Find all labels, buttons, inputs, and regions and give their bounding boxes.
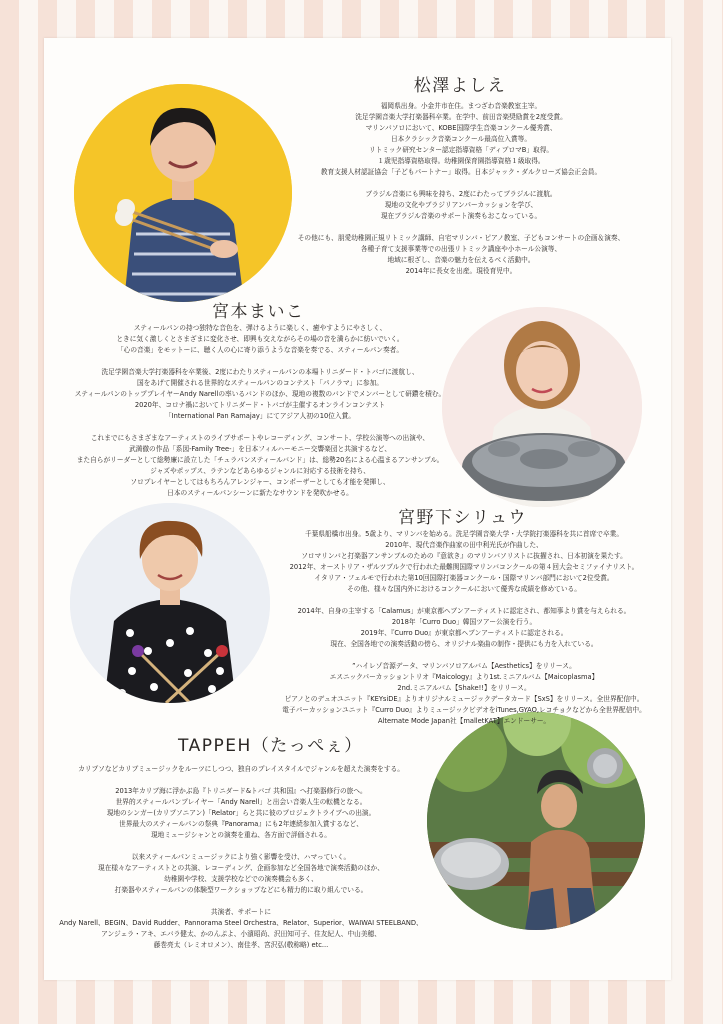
performer-1-bio (262, 101, 660, 277)
bio-line: 地域に根ざし、音楽の魅力を伝えるべく活動中。 (387, 256, 535, 264)
bio-line: 電子パーカッションユニット『Curro Duo』よりミュージックビデオをiTunes,GYAO,レコチョクなどから全世界配信中。 (282, 706, 646, 714)
bio-line: アンジェラ・アキ、エバラ健太、かのんぷよ、小濱昭尚、沢田知可子、住友紀人、中山美穂、 (101, 930, 381, 938)
bio-line: 2014年に長女を出産。現役育児中。 (405, 267, 517, 275)
bio-line: 教育支援人材認証協会「子どもパートナー」取得。日本ジャック・ダルクローズ協会正会員。 (320, 168, 602, 176)
bio-line: その他、様々な国内外におけるコンクールにおいて優秀な成績を修めている。 (347, 585, 581, 593)
bio-line: 現在ブラジル音楽のサポート演奏もおこなっている。 (380, 212, 542, 220)
bio-line: 国をあげて開催される世界的なスティールパンのコンテスト「パノラマ」に参加。 (137, 379, 383, 387)
bio-line: Alternate Mode Japan社【malletKAT】エンドーサー。 (377, 717, 551, 725)
bio-line: 藤巻亮太（レミオロメン）、南佳孝、宮沢弘(敬称略) etc... (153, 941, 329, 949)
bio-line: 千葉県船橋市出身。5歳より、マリンバを始める。洗足学園音楽大学・大学院打楽器科を共に首席で卒業。 (304, 530, 624, 538)
bio-line: 2010年、現代音楽作曲家の田中利光氏が作曲した、 (385, 541, 543, 549)
bio-line: エスニックパーカッショントリオ『Maicology』より1st.ミニアルバム【Maicoplasma】 (329, 673, 599, 681)
bio-line: 2019年、『Curro Duo』が東京都ヘブンアーティストに認定される。 (360, 629, 568, 637)
performer-1-portrait-graphic (74, 84, 292, 302)
bio-line: １歳児指導資格取得。幼稚園保育園指導資格１級取得。 (377, 157, 545, 165)
bio-line: これまでにもさまざまなアーティストのライブサポートやレコーディング、コンサート、学校公演等への出演や、 (90, 434, 430, 442)
bio-line: 2013年カリブ海に浮かぶ島『トリニダード&トバゴ 共和国』へ打楽器修行の旅へ。 (115, 787, 367, 795)
bio-line: イタリア・フェルモで行われた第10回国際打楽器コンクール・国際マリンバ部門において2位受賞。 (314, 574, 614, 582)
performer-2-photo (442, 307, 642, 507)
bio-line: スティールパンのトッププレイヤーAndy Narellの率いるバンドのほか、現地の複数のバンドでメンバーとして研鑽を積む。 (74, 390, 446, 398)
bio-line: 幼稚園や学校、支援学校などでの演奏機会も多く、 (164, 875, 318, 883)
bio-line (50, 841, 432, 852)
bio-line: 日本のスティールパンシーンに新たなサウンドを発吹かせる。 (167, 489, 353, 497)
bio-line (50, 896, 432, 907)
bio-line: 現在、全国各地での演奏活動の傍ら、オリジナル楽曲の制作・提供にも力を入れている。 (330, 640, 598, 648)
bio-line: 打楽器やスティールパンの体験型ワークショップなどにも精力的に取り組んでいる。 (114, 886, 368, 894)
bio-line (262, 595, 666, 606)
bio-line: 現在様々なアーティストとの共演、レコーディング、企画参加など全国各地で演奏活動のほか、 (98, 864, 384, 872)
bio-line: ピアノとのデュオユニット『KEYsiDE』よりオリジナルミュージックデータカード【SxS】をリリース。全世界配信中。 (284, 695, 644, 703)
bio-line: 福岡県出身。小金井市在住。まつざわ音楽教室主宰。 (380, 102, 542, 110)
bio-line (262, 222, 660, 233)
bio-line: ”ハイレゾ音源データ、マリンバソロアルバム【Aesthetics】をリリース。 (352, 662, 576, 670)
bio-line (58, 422, 462, 433)
bio-line: 洗足学園音楽大学打楽器科を卒業後、2度にわたりスティールパンの本場トリニダード・トバゴに渡航し、 (101, 368, 419, 376)
bio-line: 洗足学園音楽大学打楽器科卒業。在学中、前田音楽奨励賞を2度受賞。 (355, 113, 567, 121)
bio-line: 日本クラシック音楽コンクール最高位入賞等。 (390, 135, 532, 143)
bio-line (50, 775, 432, 786)
bio-line: ときに気く激しくとさまざまに変化させ、即興も交えながらその場の音を満らかに紡いでいく。 (116, 335, 404, 343)
bio-line: 現地の文化やブラジリアンパーカッションを学び、 (384, 201, 538, 209)
bio-line: 各種子育て支援事業等での出張リトミック講座や小ホール公演等、 (360, 245, 562, 253)
performer-1-photo (74, 84, 292, 302)
bio-line: 以来スティールパンミュージックにより強く影響を受け、ハマっていく。 (131, 853, 351, 861)
bio-line: 現地のシンガー(カリプソニアン)「Relator」らと共に彼のプロジェクトライブへの出演。 (106, 809, 376, 817)
bio-line: ソロマリンバと打楽器アンサンブルのための『意欲き』のマリンバソリストに抜擢され、日本初演を果たす。 (301, 552, 627, 560)
bio-line: 共演者、サポートに (210, 908, 272, 916)
performer-1-name: 松澤よしえ (413, 76, 507, 96)
performer-3-name: 宮野下シリュウ (398, 508, 527, 528)
bio-line (262, 650, 666, 661)
bio-line: スティールパンの持つ独特な音色を、弾けるように楽しく、癒やすようにやさしく、 (133, 324, 387, 332)
performer-3-bio (262, 529, 666, 727)
bio-line (262, 178, 660, 189)
bio-line: ブラジル音楽にも興味を持ち、2度にわたってブラジルに渡航。 (365, 190, 557, 198)
performer-3-portrait-graphic (70, 503, 270, 703)
performer-2-bio (58, 323, 462, 499)
performer-4-bio (50, 764, 432, 951)
bio-line: また自らがリーダーとして総勢廉に設立した「チュラパンスティールバンド」は、総勢20名による心温まるアンサンブル。 (76, 456, 444, 464)
performer-3-photo (70, 503, 270, 703)
performer-2-name: 宮本まいこ (212, 302, 305, 322)
bio-line: ジャズやポップス、ラテンなどあらゆるジャンルに対応する技術を持ち、 (150, 467, 370, 475)
bio-line: 現地ミュージシャンとの演奏を重ね、各方面で評価される。 (151, 831, 331, 839)
bio-line: 世界的スティールパンプレイヤー「Andy Narell」と出会い音楽人生の転機となる。 (115, 798, 367, 806)
bio-line: その他にも、朋愛幼稚園正規リトミック講師、自宅マリンバ・ピアノ教室、子どもコンサートの企画＆演奏、 (297, 234, 625, 242)
bio-line: 世界最大のスティールパンの祭典『Panorama』にも2年連続参加入賞するなど、 (119, 820, 363, 828)
bio-line: ソロプレイヤーとしてはもちろんアレンジャー、コンポーザーとしても才能を発揮し、 (130, 478, 390, 486)
bio-line: 2020年、コロナ禍においてトリニダード・トバゴが主催するオンラインコンテスト (134, 401, 386, 409)
bio-line: 2014年、自身の主宰する「Calamus」が東京都ヘブンアーティストに認定され、都知事より賞を与えられる。 (297, 607, 631, 615)
bio-line: 「International Pan Ramajay」にてアジア人初の10位入賞。 (165, 412, 355, 420)
bio-line: 武満徹の作品「系図-Family Tree-」を日本フィルハーモニー交響楽団と共演するなど、 (128, 445, 392, 453)
bio-line: 2018年「Curro Duo」韓国ツアー公演を行う。 (391, 618, 537, 626)
bio-line: 2012年、オーストリア・ザルツブルクで行われた最難関国際マリンバコンクールの第４回大会セミファイナリスト。 (289, 563, 639, 571)
bio-line: マリンバソロにおいて、KOBE国際学生音楽コンクール優秀賞、 (365, 124, 557, 132)
bio-line (58, 356, 462, 367)
bio-line: カリプソなどカリブミュージックをルーツにしつつ、独自のプレイスタイルでジャンルを超えた演奏をする。 (78, 765, 404, 773)
bio-line: Andy Narell、BEGIN、David Rudder、Pannorama Steel Orchestra、Relator、Superior、WAIWAI STEELBAND、 (59, 919, 423, 927)
bio-line: 「心の音楽」をモットーに、聴く人の心に寄り添うような音楽を奏でる、スティールパン奏者。 (116, 346, 404, 354)
performer-2-portrait-graphic (442, 307, 642, 507)
performer-4-name: TAPPEH（たっぺぇ） (178, 736, 363, 756)
performer-4-portrait-graphic (427, 712, 645, 930)
performer-4-photo (427, 712, 645, 930)
bio-line: リトミック研究センター認定指導資格「ディプロマB」取得。 (368, 146, 554, 154)
bio-line: 2nd.ミニアルバム【Shake!!】をリリース。 (397, 684, 531, 692)
